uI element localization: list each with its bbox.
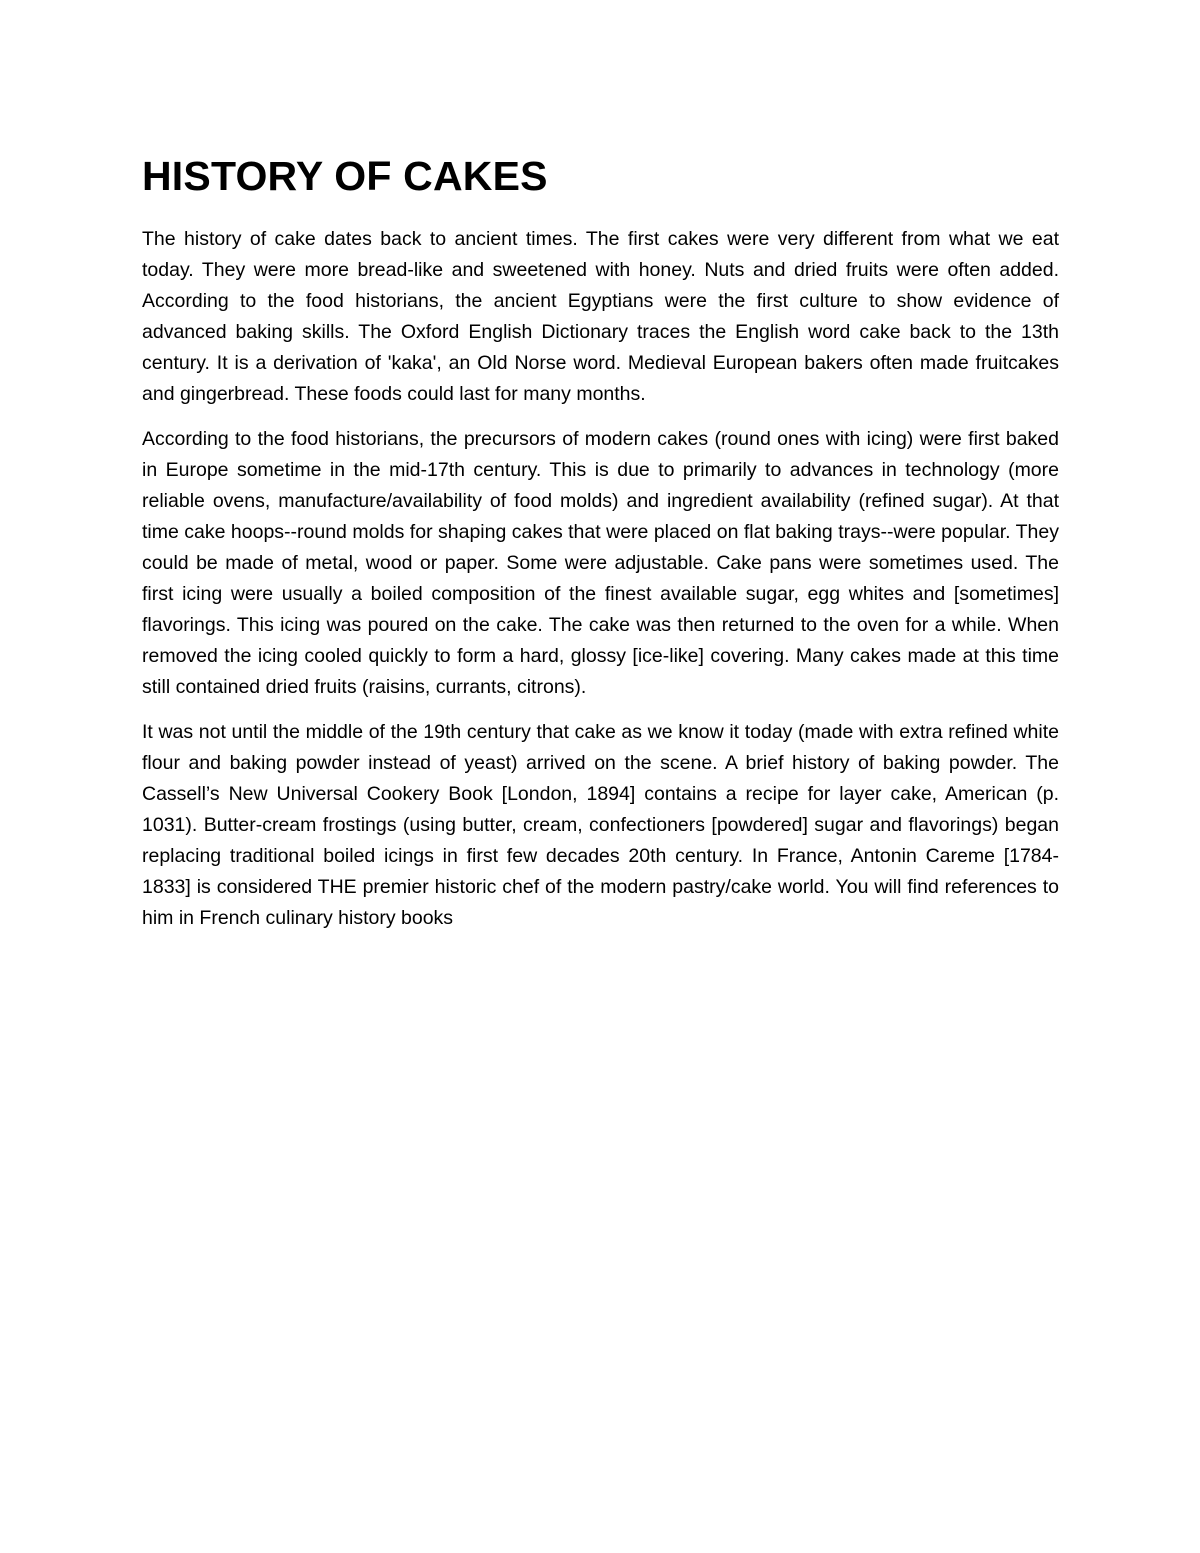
- document-title: HISTORY OF CAKES: [142, 153, 548, 199]
- paragraph-nineteenth-century: It was not until the middle of the 19th century that cake as we know it today (made with extra refined white flour and baking powder instead of yeast) arrived on the scene. A brief history of baking powder. The Cassell’s New Universal Cookery Book [London, 1894] contains a recipe for layer cake, American (p. 1031). Butter-cream frostings (using butter, cream, confectioners [powdered] sugar and flavorings) began replacing traditional boiled icings in first few decades 20th century. In France, Antonin Careme [1784-1833] is considered THE premier historic chef of the modern pastry/cake world. You will find references to him in French culinary history books: [142, 721, 1059, 929]
- document-page: [142, 148, 1059, 948]
- paragraph-ancient-times: The history of cake dates back to ancient times. The first cakes were very different from what we eat today. They were more bread-like and sweetened with honey. Nuts and dried fruits were often added. According to the food historians, the ancient Egyptians were the first culture to show evidence of advanced baking skills. The Oxford English Dictionary traces the English word cake back to the 13th century. It is a derivation of 'kaka', an Old Norse word. Medieval European bakers often made fruitcakes and gingerbread. These foods could last for many months.: [142, 228, 1059, 405]
- paragraph-modern-precursors: According to the food historians, the precursors of modern cakes (round ones with icing) were first baked in Europe sometime in the mid-17th century. This is due to primarily to advances in technology (more reliable ovens, manufacture/availability of food molds) and ingredient availability (refined sugar). At that time cake hoops--round molds for shaping cakes that were placed on flat baking trays--were popular. They could be made of metal, wood or paper. Some were adjustable. Cake pans were sometimes used. The first icing were usually a boiled composition of the finest available sugar, egg whites and [sometimes] flavorings. This icing was poured on the cake. The cake was then returned to the oven for a while. When removed the icing cooled quickly to form a hard, glossy [ice-like] covering. Many cakes made at this time still contained dried fruits (raisins, currants, citrons).: [142, 428, 1059, 698]
